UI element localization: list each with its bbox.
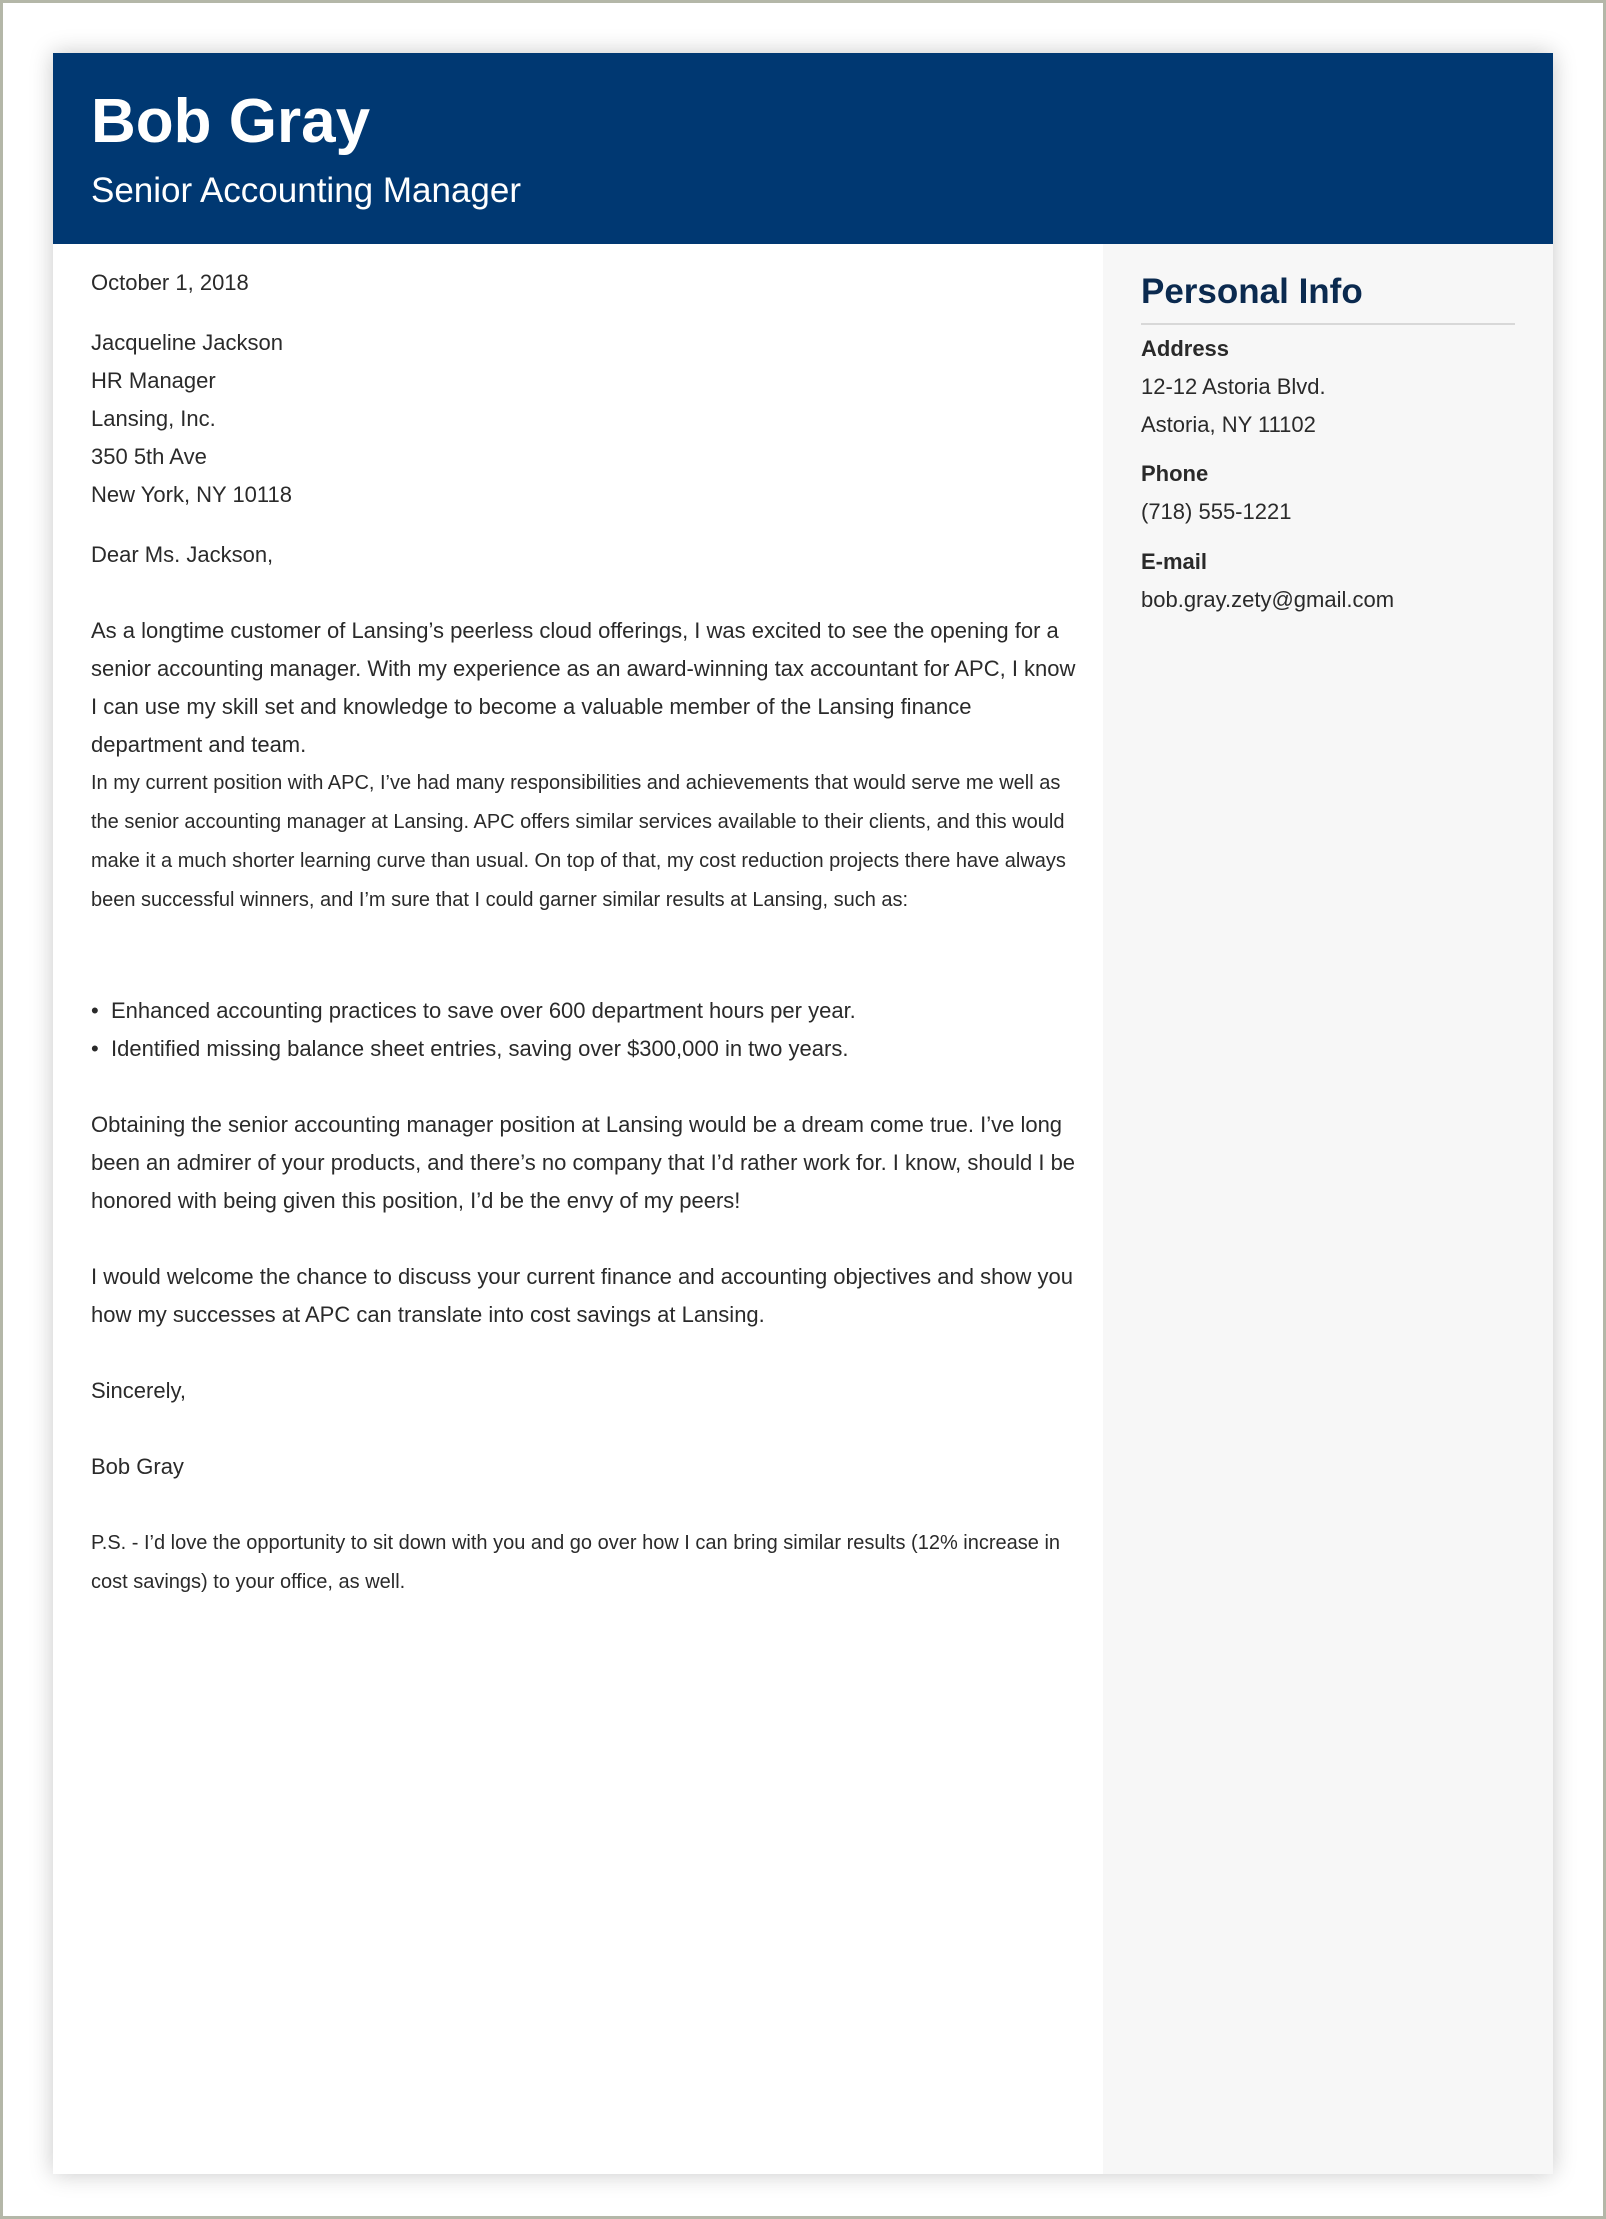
cover-letter-page — [53, 53, 1553, 2174]
paragraph-2: In my current position with APC, I’ve had many responsibilities and achievements that would serve me well as the senior accounting manager at Lansing. APC offers similar services available to their clients, and this would make it a much shorter learning curve than usual. On top of that, my cost reduction projects there have always been successful winners, and I’m sure that I could garner similar results at Lansing, such as: — [91, 772, 1066, 911]
signature: Bob Gray — [91, 1454, 184, 1479]
bullet-item-2 — [91, 1030, 848, 1068]
closing: Sincerely, — [91, 1378, 186, 1403]
letter-header — [53, 53, 1553, 244]
address-line-2: Astoria, NY 11102 — [1141, 412, 1316, 437]
paragraph-1: As a longtime customer of Lansing’s peerless cloud offerings, I was excited to see the opening for a senior accounting manager. With my experience as an award-winning tax accountant for APC, I know I can use my skill set and knowledge to become a valuable member of the Lansing finance department and team. — [91, 618, 1076, 757]
email-value: bob.gray.zety@gmail.com — [1141, 587, 1395, 612]
bullet-item-1 — [91, 992, 856, 1030]
phone-label: Phone — [1141, 461, 1209, 486]
email-label: E-mail — [1141, 549, 1208, 574]
bullet-icon: • — [91, 1036, 99, 1061]
recipient-company: Lansing, Inc. — [91, 406, 216, 431]
address-label: Address — [1141, 336, 1230, 361]
address-line-1: 12-12 Astoria Blvd. — [1141, 374, 1326, 399]
personal-info-sidebar — [1103, 244, 1553, 2174]
recipient-city: New York, NY 10118 — [91, 482, 292, 507]
postscript: P.S. - I’d love the opportunity to sit down with you and go over how I can bring similar results (12% increase in cost savings) to your office, as well. — [91, 1532, 1061, 1593]
bullet-text: Enhanced accounting practices to save over 600 department hours per year. — [111, 998, 856, 1023]
bullet-icon: • — [91, 998, 99, 1023]
recipient-name: Jacqueline Jackson — [91, 330, 284, 355]
heading-divider — [1141, 323, 1515, 325]
recipient-street: 350 5th Ave — [91, 444, 207, 469]
letter-date: October 1, 2018 — [91, 270, 249, 295]
phone-value: (718) 555-1221 — [1141, 499, 1292, 524]
salutation: Dear Ms. Jackson, — [91, 542, 274, 567]
paragraph-3: Obtaining the senior accounting manager position at Lansing would be a dream come true. I’ve long been an admirer of your products, and there’s no company that I’d rather work for. I know, should I be honored with being given this position, I’d be the envy of my peers! — [91, 1112, 1076, 1213]
bullet-text: Identified missing balance sheet entries, saving over $300,000 in two years. — [111, 1036, 849, 1061]
applicant-title: Senior Accounting Manager — [91, 171, 521, 210]
paragraph-4: I would welcome the chance to discuss your current finance and accounting objectives and show you how my successes at APC can translate into cost savings at Lansing. — [91, 1264, 1074, 1327]
applicant-name: Bob Gray — [91, 87, 371, 156]
recipient-position: HR Manager — [91, 368, 216, 393]
personal-info-heading: Personal Info — [1141, 272, 1363, 311]
